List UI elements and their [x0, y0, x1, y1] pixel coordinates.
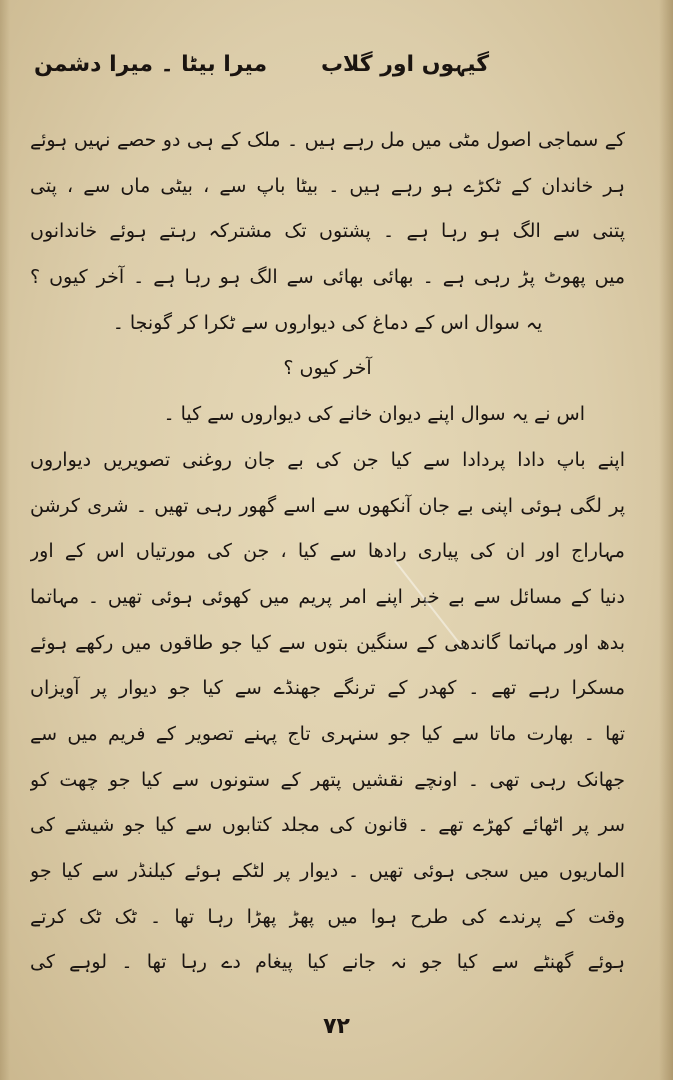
text-line: پر لگی ہوئی اپنی بے جان آنکھوں سے اسے گھور رہی تھیں ۔ شری کرشن: [30, 494, 625, 517]
text-line: پتنی سے الگ ہو رہا ہے ۔ پشتوں تک مشترکہ رہتے ہوئے خاندانوں: [30, 220, 625, 243]
text-line: مہاراج اور ان کی پیاری رادھا سے کیا ، جن کی مورتیاں اس کے اور: [30, 540, 625, 563]
text-line: سر پر اٹھائے کھڑے تھے ۔ قانون کی مجلد کتابوں سے کیا جو شیشے کی: [30, 814, 625, 837]
text-line: اپنے باپ دادا پردادا سے کیا جن کی بے جان روغنی تصویریں دیواروں: [30, 448, 625, 471]
page-body-text: [30, 118, 625, 986]
running-head-book-title: گیہوں اور گلاب: [320, 52, 489, 77]
text-line: جھانک رہی تھی ۔ اونچے نقشیں پتھر کے ستونوں سے کیا جو چھت کو: [30, 768, 625, 791]
text-line: بدھ اور مہاتما گاندھی کے سنگین بتوں سے کیا جو طاقوں میں رکھے ہوئے: [30, 631, 625, 654]
text-line: اس نے یہ سوال اپنے دیوان خانے کی دیواروں سے کیا ۔: [163, 403, 585, 426]
running-head: [34, 44, 639, 94]
text-line: ہوئے گھنٹے سے کیا جو نہ جانے کیا پیغام دے رہا تھا ۔ لوہے کی: [30, 951, 625, 974]
page-gutter-shadow: [0, 0, 10, 1080]
text-line: مسکرا رہے تھے ۔ کھدر کے ترنگے جھنڈے سے کیا جو دیوار پر آویزاں: [30, 677, 625, 700]
text-line: الماریوں میں سجی ہوئی تھیں ۔ دیوار پر لٹکے ہوئے کیلنڈر سے کیا جو: [30, 860, 625, 882]
text-line-question: یہ سوال اس کے دماغ کی دیواروں سے ٹکرا کر گونجا ۔: [112, 311, 543, 334]
text-line: ہر خاندان کے ٹکڑے ہو رہے ہیں ۔ بیٹا باپ سے ، بیٹی ماں سے ، پتی: [30, 174, 625, 197]
text-line: دنیا کے مسائل سے بے خبر اپنے امر پریم میں کھوئی ہوئی تھیں ۔ مہاتما: [30, 585, 625, 608]
running-head-story-title: میرا بیٹا ۔ میرا دشمن: [34, 52, 268, 77]
page-edge-shadow: [659, 0, 673, 1080]
text-line: تھا ۔ بھارت ماتا سے کیا جو سنہری تاج پہنے تصویر کے فریم میں سے: [30, 722, 625, 745]
page-number: ۷۲: [323, 1014, 350, 1039]
text-line: کے سماجی اصول مٹی میں مل رہے ہیں ۔ ملک کے ہی دو حصے نہیں ہوئے: [30, 129, 625, 151]
text-line: میں پھوٹ پڑ رہی ہے ۔ بھائی بھائی سے الگ ہو رہا ہے ۔ آخر کیوں ؟: [30, 266, 625, 289]
text-line: وقت کے پرندے کی طرح ہوا میں پھڑ پھڑا رہا تھا ۔ ٹک ٹک کرتے: [30, 905, 625, 928]
text-line-question-repeat: آخر کیوں ؟: [283, 357, 372, 380]
